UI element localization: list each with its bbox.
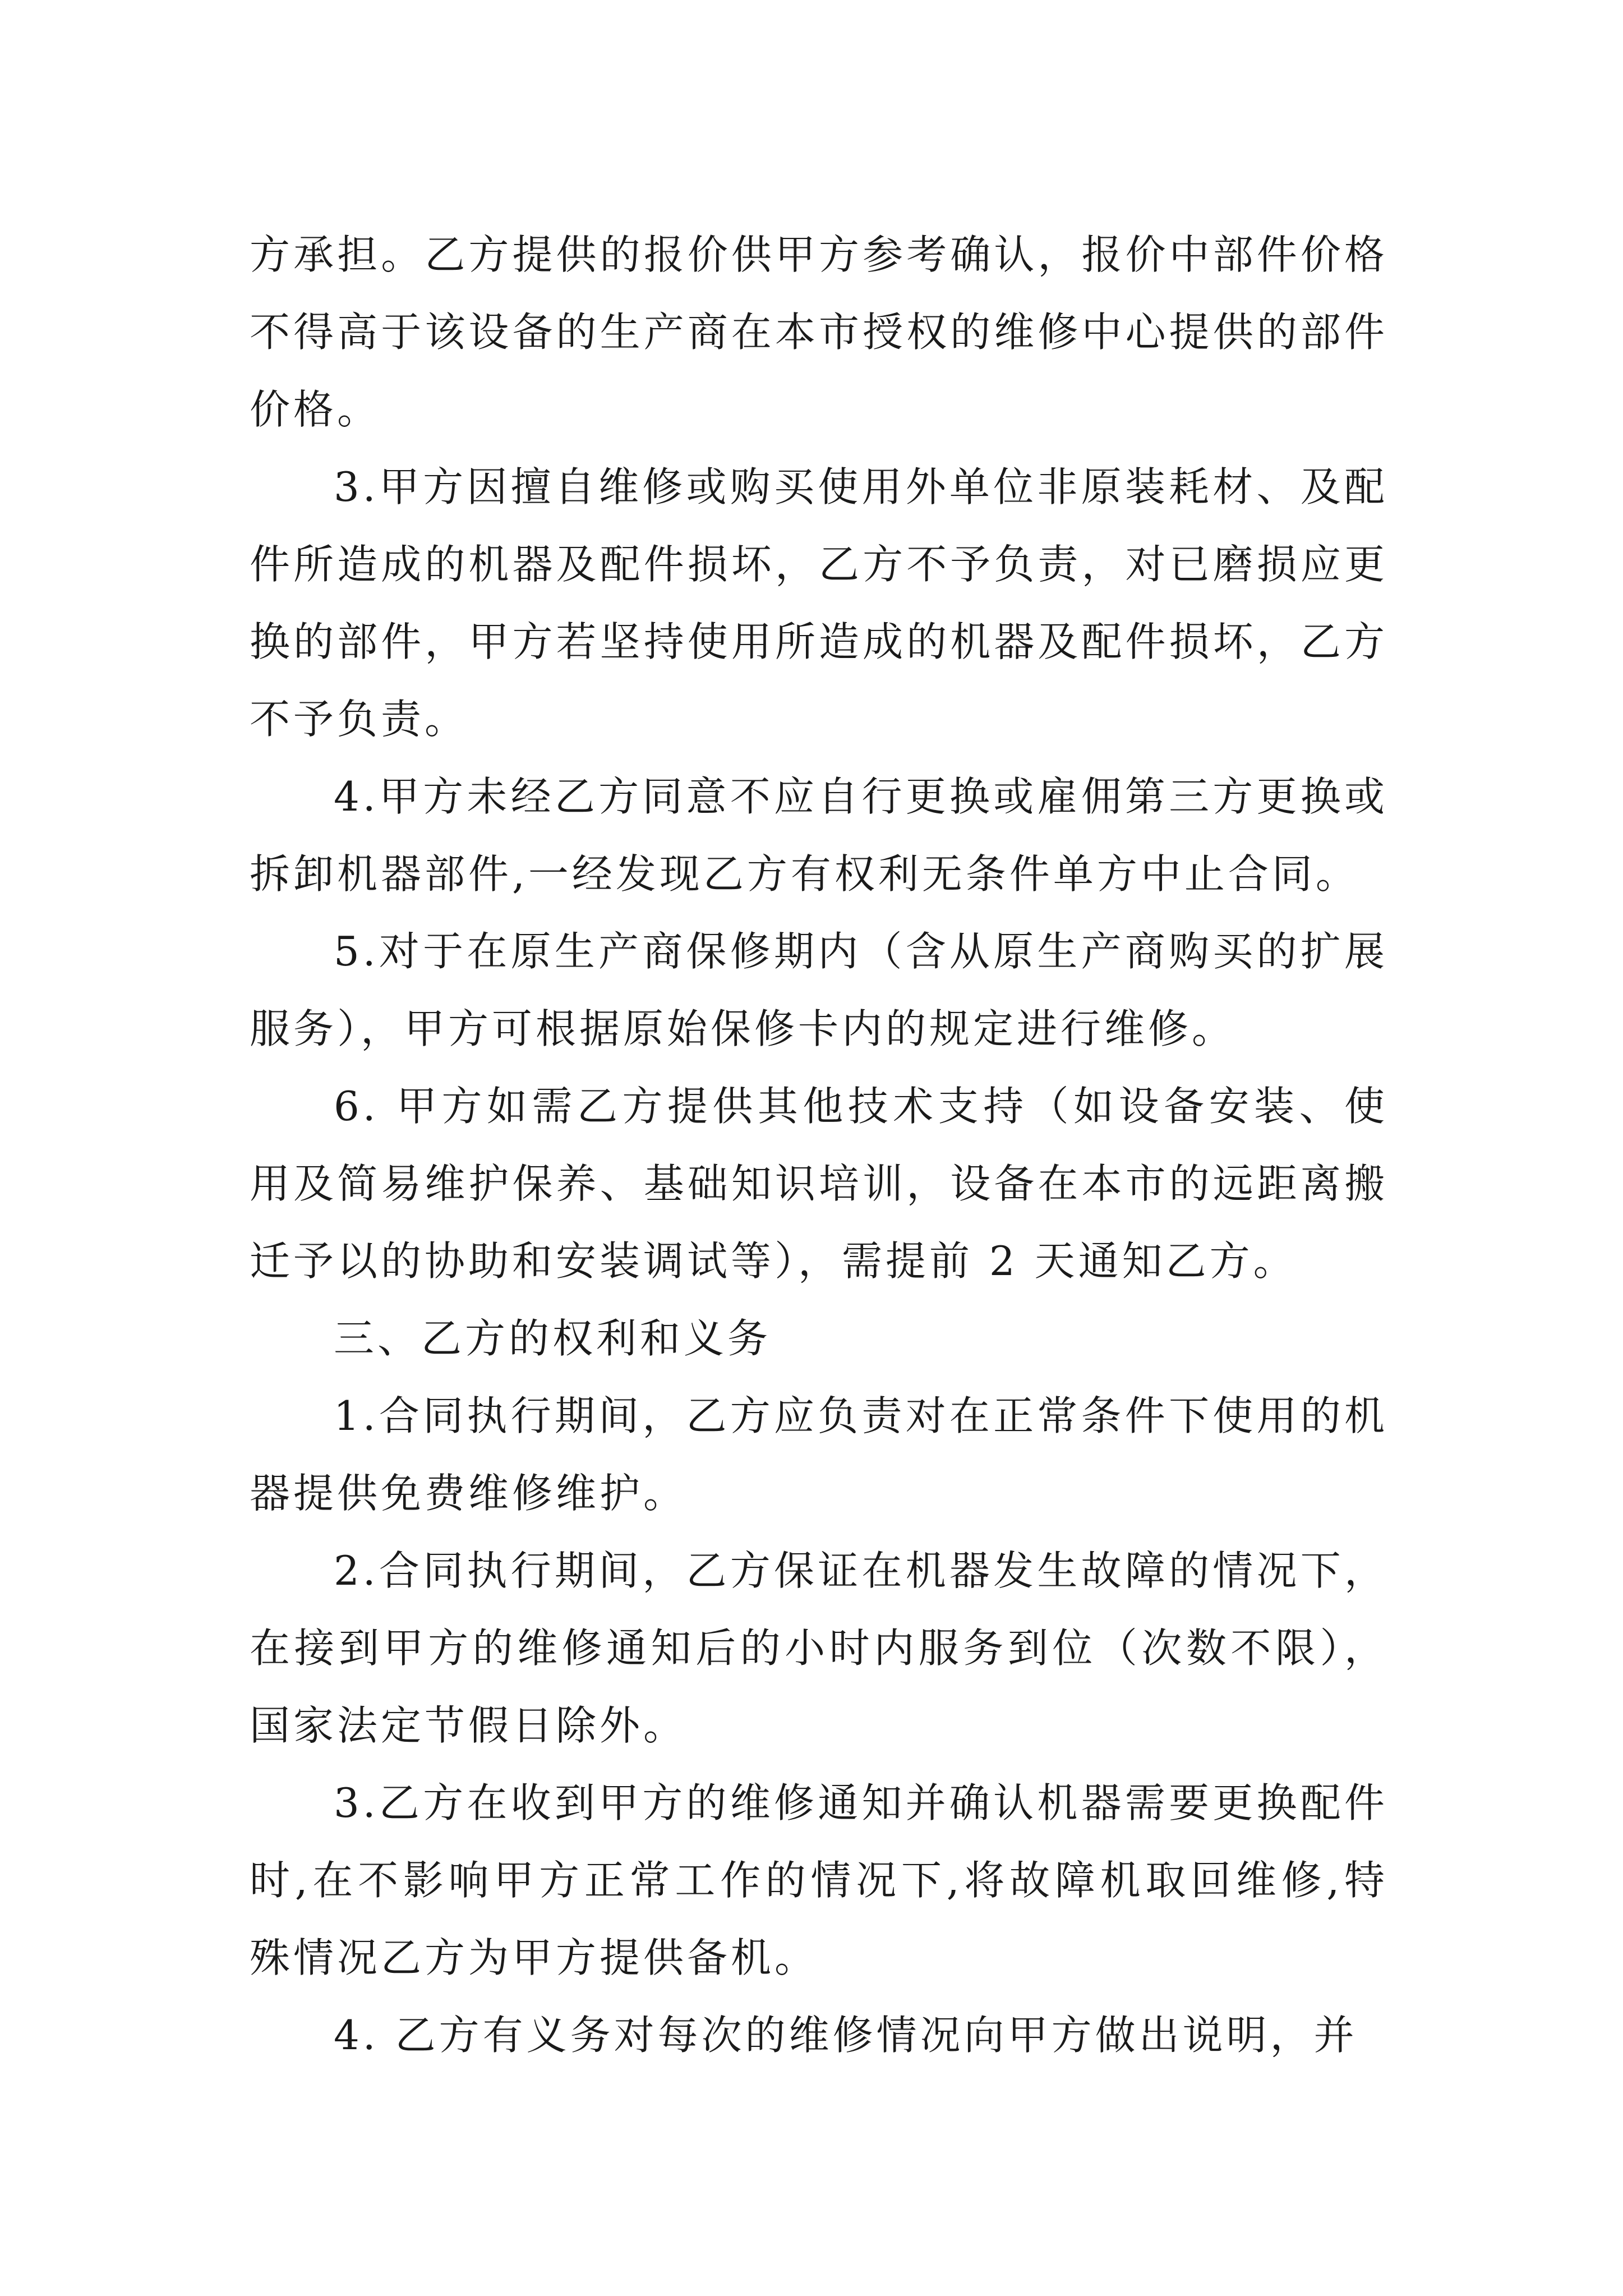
paragraph-clause-3: 3.甲方因擅自维修或购买使用外单位非原装耗材、及配件所造成的机器及配件损坏，乙方不予负责，对已磨损应更换的部件，甲方若坚持使用所造成的机器及配件损坏，乙方不予负责。 xyxy=(250,463,1388,743)
paragraph-clause-6: 6. 甲方如需乙方提供其他技术支持（如设备安装、使用及简易维护保养、基础知识培训，设备在本市的远距离搬迁予以的协助和安装调试等），需提前 2 天通知乙方。 xyxy=(250,1083,1388,1285)
paragraph-obligation-3: 3.乙方在收到甲方的维修通知并确认机器需要更换配件时,在不影响甲方正常工作的情况下,将故障机取回维修,特殊情况乙方为甲方提供备机。 xyxy=(250,1779,1388,1981)
paragraph-obligation-4: 4. 乙方有义务对每次的维修情况向甲方做出说明，并 xyxy=(334,2012,1358,2059)
paragraph-clause-5: 5.对于在原生产商保修期内（含从原生产商购买的扩展服务），甲方可根据原始保修卡内的规定进行维修。 xyxy=(250,928,1388,1052)
contract-body xyxy=(250,216,1388,2074)
paragraph-obligation-2: 2.合同执行期间，乙方保证在机器发生故障的情况下，在接到甲方的维修通知后的小时内服务到位（次数不限），国家法定节假日除外。 xyxy=(250,1547,1388,1749)
paragraph-continuation: 方承担。乙方提供的报价供甲方参考确认，报价中部件价格不得高于该设备的生产商在本市授权的维修中心提供的部件价格。 xyxy=(250,231,1388,433)
paragraph-obligation-1: 1.合同执行期间，乙方应负责对在正常条件下使用的机器提供免费维修维护。 xyxy=(250,1392,1388,1517)
section-heading: 三、乙方的权利和义务 xyxy=(334,1315,772,1362)
paragraph-clause-4: 4.甲方未经乙方同意不应自行更换或雇佣第三方更换或拆卸机器部件,一经发现乙方有权利无条件单方中止合同。 xyxy=(250,773,1388,898)
